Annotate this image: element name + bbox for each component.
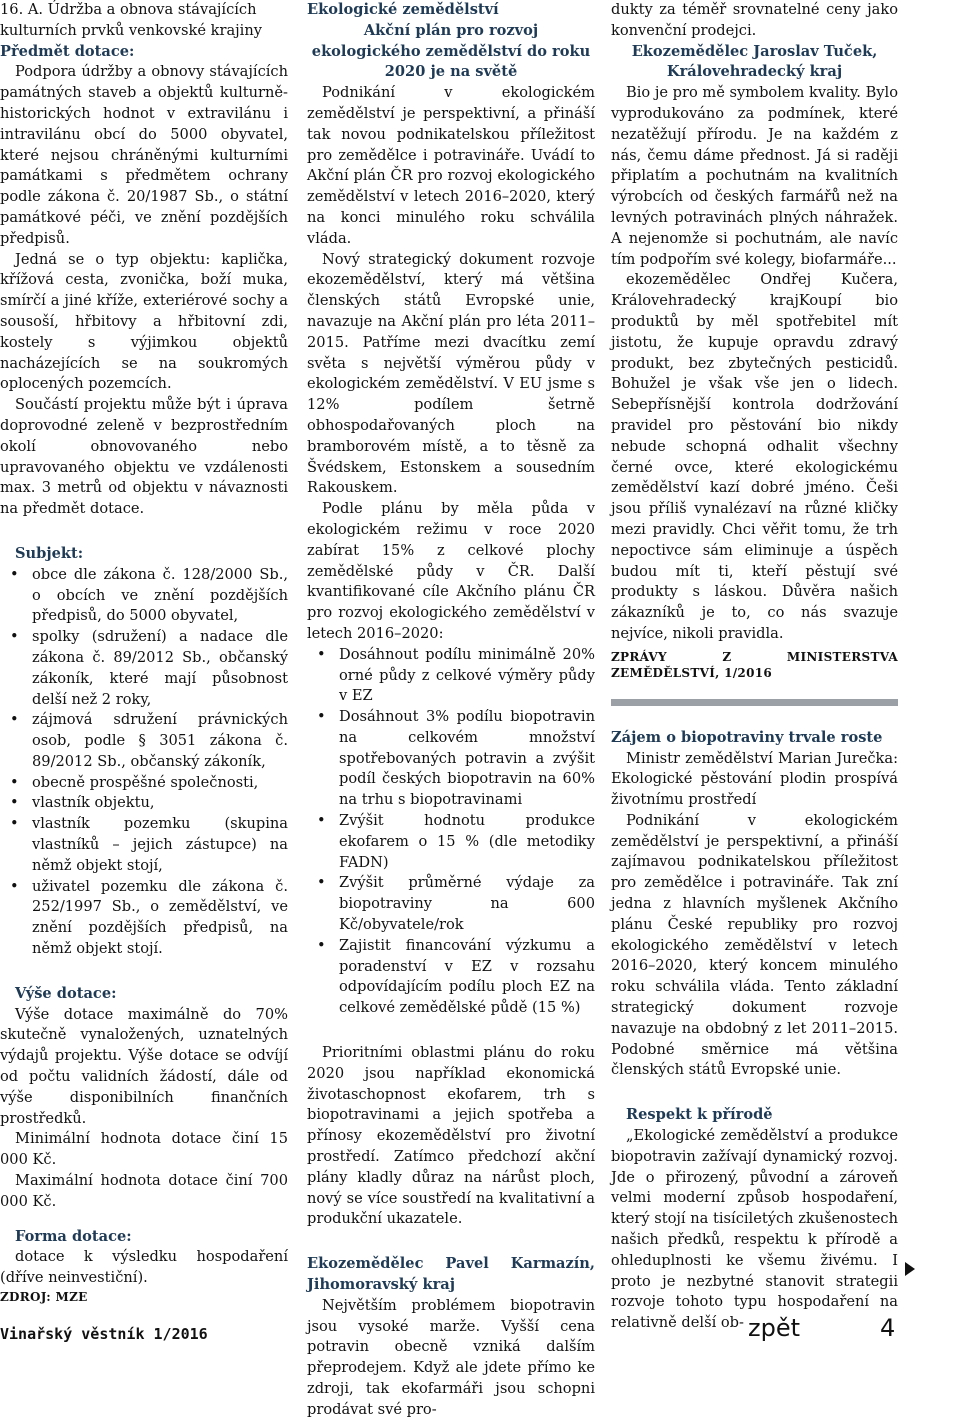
forma-text: dotace k výsledku hospodaření (dříve neinvestiční).	[0, 1248, 288, 1287]
subject-text: Podpora údržby a obnovy stávajících památných staveb a objektů kulturně-historických hodnot v extravilánu i intravilánu obcí do 5000 obyvatel, které nejsou chráněnými kulturními památkami s předmětem ochrany podle zákona č. 20/1987 Sb., o státní památkové péči, ve znění pozdějších předpisů.	[0, 63, 288, 247]
list-item: • obecně prospěšné společnosti,	[0, 773, 288, 794]
vyse-label: Výše dotace:	[15, 984, 117, 1002]
subsidy-heading: 16. A. Údržba a obnova stávajících kulturních prvků venkovské krajiny	[0, 1, 262, 39]
interest-heading: Zájem o biopotraviny trvale roste	[611, 728, 883, 746]
list-item: • vlastník objektu,	[0, 793, 288, 814]
article-paragraph: Nový strategický dokument rozvoje ekozemědělství, který má většina členských států Evropské unie, navazuje na Akční plán pro léta 2011–2015. Patříme mezi dvacítku zemí světa s největší výměrou půdy v ekologickém zemědělství. V EU jsme s 12% podílem šetrně obhospodařovaných ploch na bramborovém místě, a to těsně za Švédskem, Estonskem a sousedním Rakouskem.	[307, 250, 595, 497]
continued-text: dukty za téměř srovnatelné ceny jako konvenční prodejci.	[611, 1, 898, 39]
farmer-text: Největším problémem biopotravin jsou vysoké marže. Vyšší cena potravin obecně vzniká dalším přeprodejem. Když ale jdete přímo ke zdroji, tak ekofarmáři jsou schopni prodávat své pro-	[307, 1296, 595, 1418]
list-item: • Zvýšit hodnotu produkce ekofarem o 15 % (dle metodiky FADN)	[307, 811, 595, 873]
vyse-text: Výše dotace maximálně do 70% skutečně vynaložených, uznatelných výdajů projektu. Výše dotace se odvíjí od počtu validních žádostí, dále od výše disponibilních finančních prostředků.	[0, 1005, 288, 1127]
interest-lead: Ministr zemědělství Marian Jurečka: Ekologické pěstování plodin prospívá životnímu prostředí	[611, 749, 898, 809]
list-item: • vlastník pozemku (skupina vlastníků – jejich zástupce) na němž objekt stojí,	[0, 814, 288, 876]
list-item: • obce dle zákona č. 128/2000 Sb., o obcích ve znění pozdějších předpisů, do 5000 obyvatel,	[0, 565, 288, 627]
forma-label: Forma dotace:	[15, 1227, 132, 1245]
respect-text: „Ekologické zemědělství a produkce biopotravin zažívají dynamický rozvoj. Jde o přirozený, původní a zároveň velmi moderní způsob hospodaření, který stojí na tisíciletých zkušenostech našich předků, respektu k přírodě a ohleduplnosti ke všemu živému. I proto je nezbytné stanovit strategii rozvoje tohoto typu hospodaření na relativně delší ob-	[611, 1127, 898, 1332]
column-2	[307, 0, 595, 1421]
min-amount: Minimální hodnota dotace činí 15 000 Kč.	[0, 1130, 288, 1169]
farmer2-text: Bio je pro mě symbolem kvality. Bylo vyprodukováno za podmínek, které nezatěžují přírodu. Je na každém z nás, čemu dáme přednost. Já si raději připlatím a pochutnám na kvalitních výrobcích od českých farmářů než na levných potravinách plných náhražek. A nejenomže si pochutnám, ale navíc tím podpořím své kolegy, biofarmáře...	[611, 84, 898, 268]
interest-paragraph: Podnikání v ekologickém zemědělství je perspektivní, a přináší zajímavou podnikatelskou příležitost pro zemědělce i potravináře. Tak zní jedna z hlavních myšlenek Akčního plánu České republiky pro rozvoj ekologického zemědělství v letech 2016–2020, který koncem minulého roku schválila vláda. Tento základní strategický dokument rozvoje navazuje na obdobný z let 2011–2015. Podobné směrnice má většina členských států Evropské unie.	[611, 811, 898, 1079]
article-paragraph: Prioritními oblastmi plánu do roku 2020 jsou například ekonomická životaschopnost ekofarem, trh s biopotravinami a jejich spotřeba a přínosy ekozemědělství pro životní prostředí. Zatímco předchozí akční plány kladly důraz na nárůst ploch, nový se více soustředí na kvalitativní a produkční ukazatele.	[307, 1044, 595, 1228]
article-paragraph: Podle plánu by měla půda v ekologickém režimu v roce 2020 zabírat 15% z celkové plochy zemědělské půdy v ČR. Další kvantifikované cíle Akčního plánu ČR pro rozvoj ekologického zemědělství v letech 2016–2020:	[307, 500, 595, 642]
list-item: • Zajistit financování výzkumu a poradenství v EZ v rozsahu odpovídajícím podílu ploch EZ na celkové zemědělské půdě (15 %)	[307, 936, 595, 1019]
list-item: • zájmová sdružení právnických osob, podle § 3051 zákona č. 89/2012 Sb., občanský zákoník,	[0, 710, 288, 772]
subjekt-label: Subjekt:	[15, 544, 84, 562]
section-divider	[611, 699, 898, 706]
article-title: Akční plán pro rozvoj ekologického zemědělství do roku 2020 je na světě	[311, 21, 591, 81]
greenery-paragraph: Součástí projektu může být i úprava doprovodné zeleně v bezprostředním okolí obnovovaného nebo upravovaného objektu ve vzdálenosti max. 3 metrů od objektu v návaznosti na předmět dotace.	[0, 396, 288, 518]
section-title: Ekologické zemědělství	[307, 1, 499, 18]
farmer-heading: Ekozemědělec Pavel Karmazín, Jihomoravský kraj	[307, 1255, 595, 1294]
max-amount: Maximální hodnota dotace činí 700 000 Kč.	[0, 1172, 288, 1210]
page-number: 4	[880, 1314, 896, 1342]
article-paragraph: Podnikání v ekologickém zemědělství je perspektivní, a přináší tak novou podnikatelskou příležitost pro zemědělce i potravináře. Uvádí to Akční plán ČR pro rozvoj ekologického zemědělství v letech 2016–2020, který na konci minulého roku schválila vláda.	[307, 84, 595, 247]
subjekt-list	[0, 565, 288, 960]
subject-label: Předmět dotace:	[0, 42, 135, 60]
magazine-issue: Vinařský věstník 1/2016	[0, 1325, 208, 1343]
list-item: • spolky (sdružení) a nadace dle zákona č. 89/2012 Sb., občanský zákoník, které mají působnost delší než 2 roky,	[0, 627, 288, 710]
list-item: • uživatel pozemku dle zákona č. 252/1997 Sb., o zemědělství, ve znění pozdějších předpisů, na němž objekt stojí.	[0, 877, 288, 960]
list-item: • Dosáhnout 3% podílu biopotravin na celkovém množství spotřebovaných potravin a zvýšit podíl českých biopotravin na 60% na trhu s biopotravinami	[307, 707, 595, 811]
source-note: ZPRÁVY Z MINISTERSTVA ZEMĚDĚLSTVÍ, 1/2016	[611, 649, 898, 680]
triangle-right-icon[interactable]	[905, 1262, 915, 1276]
column-1	[0, 0, 288, 1305]
list-item: • Zvýšit průměrné výdaje za biopotraviny na 600 Kč/obyvatele/rok	[307, 873, 595, 935]
respect-heading: Respekt k přírodě	[626, 1106, 773, 1124]
object-types-paragraph: Jedná se o typ objektu: kaplička, křížová cesta, zvonička, boží muka, smírčí a jiné kříže, exteriérové sochy a sousoší, hřbitovy a hřbitovní zdi, kostely s výjimkou objektů nacházejících se na soukromých oplocených pozemcích.	[0, 250, 288, 393]
list-item: • Dosáhnout podílu minimálně 20% orné půdy z celkové výměry půdy v EZ	[307, 645, 595, 707]
goals-list	[307, 645, 595, 1019]
back-link[interactable]: zpět	[748, 1314, 801, 1342]
column-3	[611, 0, 898, 1334]
source-note: ZDROJ: MZE	[0, 1290, 88, 1305]
farmer3-text: ekozemědělec Ondřej Kučera, Královehradecký krajKoupí bio produktů by měl spotřebitel mít jistotu, že kupuje opravdu zdravý produkt, bez zbytečných pesticidů. Bohužel je však vše jen o lidech. Sebepřísnější kontrola dodržování pravidel pro pěstování bio nikdy nebude schopná odhalit všechny černé ovce, které ekologickému zemědělství kazí dobré jméno. Češi jsou příliš vynalézaví na různé kličky mezi pravidly. Chci věřit tomu, že trh nepoctivce sám eliminuje a úspěch budou mít ti, kteří pěstují své produkty s láskou. Důvěra našich zákazníků je to, co nás svazuje nejvíce, nikoli pravidla.	[611, 271, 898, 642]
farmer2-heading: Ekozemědělec Jaroslav Tuček, Královehradecký kraj	[631, 42, 878, 81]
